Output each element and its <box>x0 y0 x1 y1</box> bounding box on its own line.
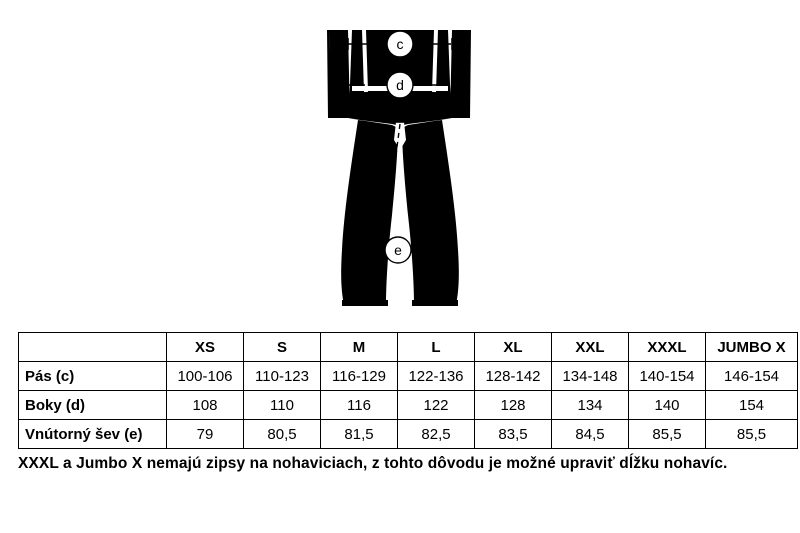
size-table <box>18 332 798 449</box>
row-label-inseam: Vnútorný šev (e) <box>19 420 167 449</box>
cell-hips-xs: 108 <box>167 391 244 420</box>
table-row <box>19 362 798 391</box>
size-table-wrapper <box>18 332 786 449</box>
cell-waist-xxxl: 140-154 <box>629 362 706 391</box>
cell-waist-m: 116-129 <box>321 362 398 391</box>
size-note: XXXL a Jumbo X nemajú zipsy na nohaviciach, z tohto dôvodu je možné upraviť dĺžku nohavíc. <box>18 455 728 472</box>
cell-inseam-m: 81,5 <box>321 420 398 449</box>
cell-waist-jumbo-x: 146-154 <box>706 362 798 391</box>
cell-inseam-l: 82,5 <box>398 420 475 449</box>
cell-waist-xxl: 134-148 <box>552 362 629 391</box>
cell-inseam-xl: 83,5 <box>475 420 552 449</box>
cell-hips-m: 116 <box>321 391 398 420</box>
callout-e <box>385 237 411 263</box>
cell-hips-xl: 128 <box>475 391 552 420</box>
cell-waist-s: 110-123 <box>244 362 321 391</box>
table-header-row <box>19 333 798 362</box>
cell-hips-l: 122 <box>398 391 475 420</box>
callout-e-label: e <box>394 242 402 258</box>
table-header-m: M <box>321 333 398 362</box>
cell-inseam-xxxl: 85,5 <box>629 420 706 449</box>
table-header-l: L <box>398 333 475 362</box>
cell-hips-s: 110 <box>244 391 321 420</box>
callout-d <box>387 72 413 98</box>
cell-inseam-s: 80,5 <box>244 420 321 449</box>
table-header-xs: XS <box>167 333 244 362</box>
table-header-xxl: XXL <box>552 333 629 362</box>
row-label-waist: Pás (c) <box>19 362 167 391</box>
callout-c <box>387 31 413 57</box>
cell-waist-l: 122-136 <box>398 362 475 391</box>
cell-inseam-jumbo-x: 85,5 <box>706 420 798 449</box>
table-corner-cell <box>19 333 167 362</box>
cell-waist-xl: 128-142 <box>475 362 552 391</box>
callout-c-label: c <box>396 36 404 52</box>
table-header-xxxl: XXXL <box>629 333 706 362</box>
table-row <box>19 420 798 449</box>
cell-hips-jumbo-x: 154 <box>706 391 798 420</box>
cell-inseam-xs: 79 <box>167 420 244 449</box>
cell-hips-xxxl: 140 <box>629 391 706 420</box>
cell-inseam-xxl: 84,5 <box>552 420 629 449</box>
cell-waist-xs: 100-106 <box>167 362 244 391</box>
cell-hips-xxl: 134 <box>552 391 629 420</box>
callout-d-label: d <box>396 77 404 93</box>
table-header-xl: XL <box>475 333 552 362</box>
row-label-hips: Boky (d) <box>19 391 167 420</box>
table-header-s: S <box>244 333 321 362</box>
table-header-jumbo-x: JUMBO X <box>706 333 798 362</box>
table-row <box>19 391 798 420</box>
